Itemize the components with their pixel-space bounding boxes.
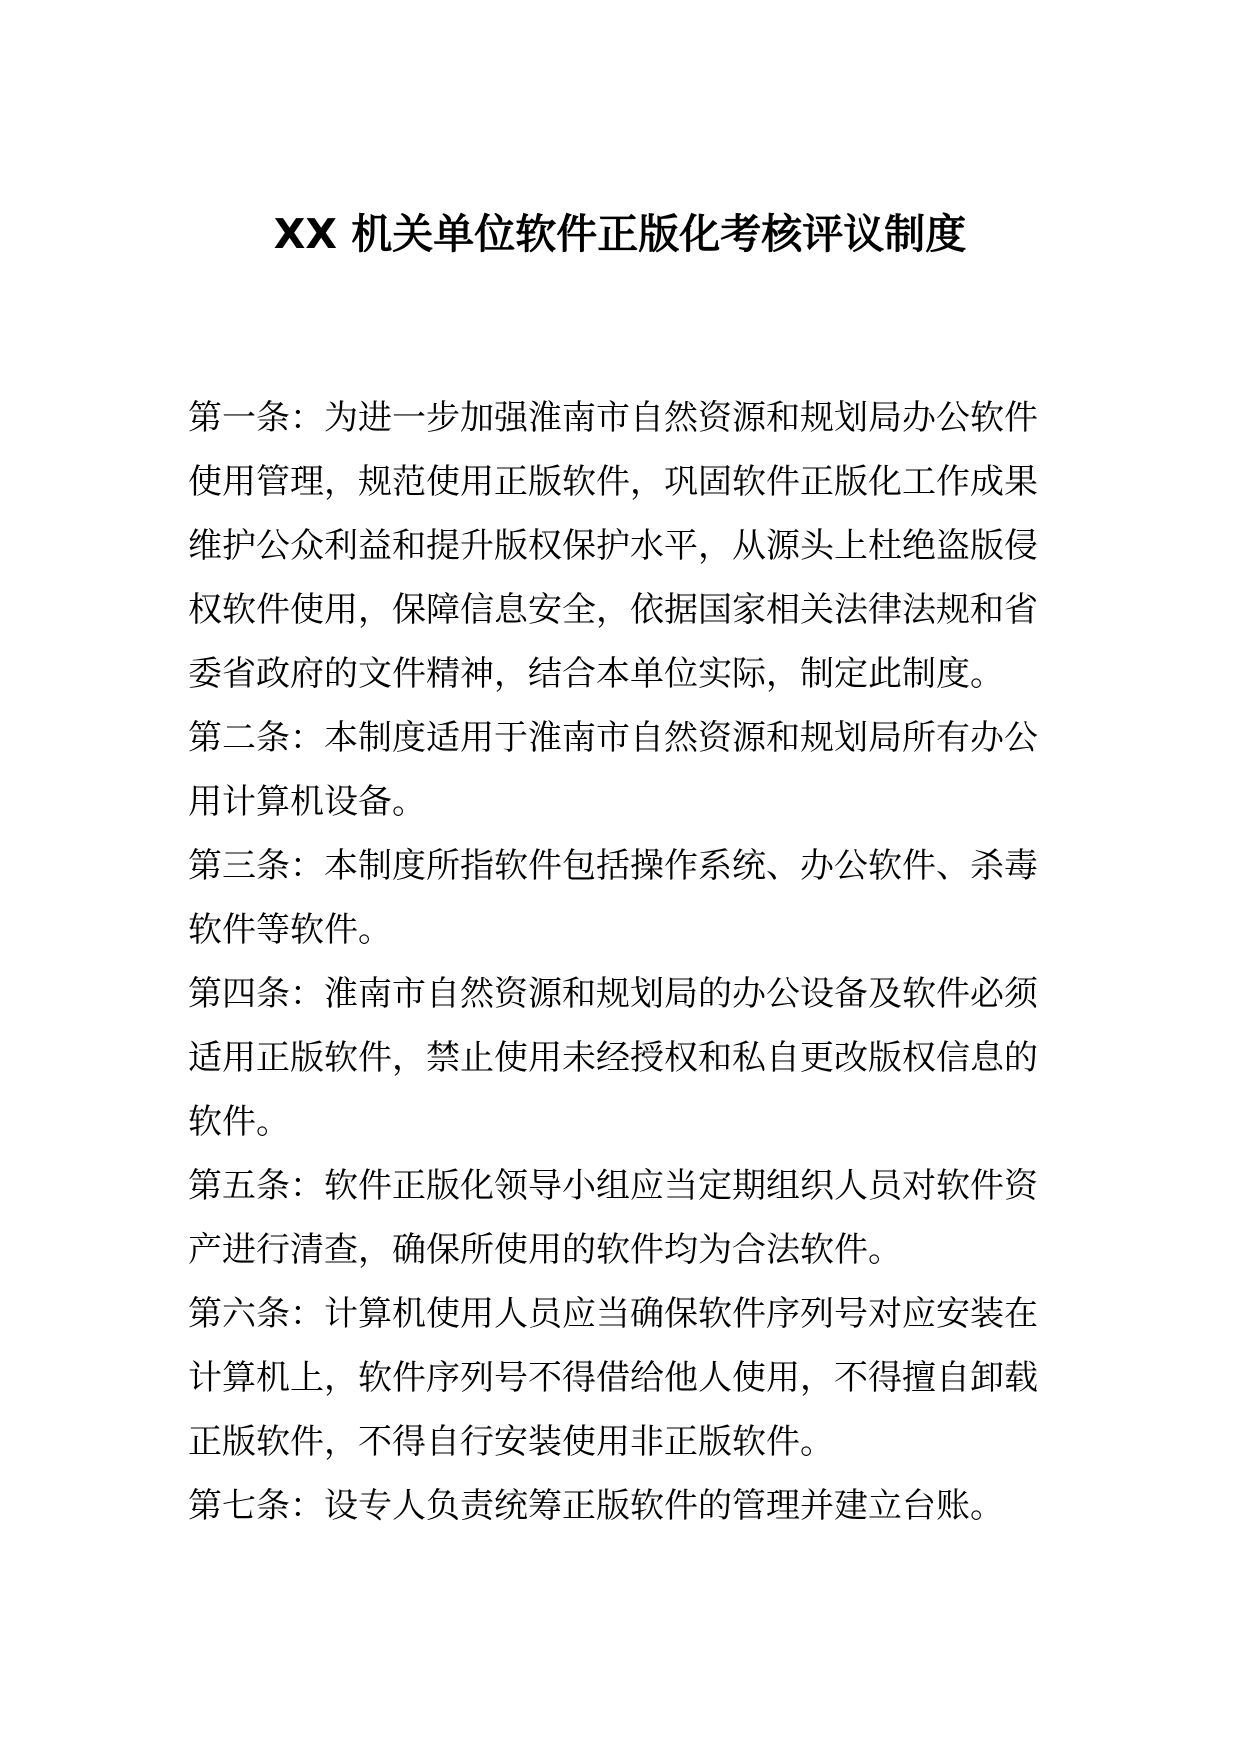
document-title: XX 机关单位软件正版化考核评议制度 bbox=[273, 210, 967, 258]
article-5: 第五条：软件正版化领导小组应当定期组织人员对软件资产进行清查，确保所使用的软件均为合法软件。 bbox=[188, 1166, 1038, 1270]
article-2: 第二条：本制度适用于淮南市自然资源和规划局所有办公用计算机设备。 bbox=[188, 718, 1038, 822]
article-4: 第四条：淮南市自然资源和规划局的办公设备及软件必须适用正版软件，禁止使用未经授权和私自更改版权信息的软件。 bbox=[188, 974, 1038, 1142]
article-6: 第六条：计算机使用人员应当确保软件序列号对应安装在计算机上，软件序列号不得借给他人使用，不得擅自卸载正版软件，不得自行安装使用非正版软件。 bbox=[188, 1294, 1038, 1462]
article-3: 第三条：本制度所指软件包括操作系统、办公软件、杀毒软件等软件。 bbox=[188, 846, 1038, 950]
article-7: 第七条：设专人负责统筹正版软件的管理并建立台账。 bbox=[188, 1486, 1004, 1526]
article-1: 第一条：为进一步加强淮南市自然资源和规划局办公软件使用管理，规范使用正版软件，巩固软件正版化工作成果维护公众利益和提升版权保护水平，从源头上杜绝盗版侵权软件使用，保障信息安全，依据国家相关法律法规和省委省政府的文件精神，结合本单位实际，制定此制度。 bbox=[188, 398, 1038, 694]
article-list bbox=[188, 386, 1056, 1538]
